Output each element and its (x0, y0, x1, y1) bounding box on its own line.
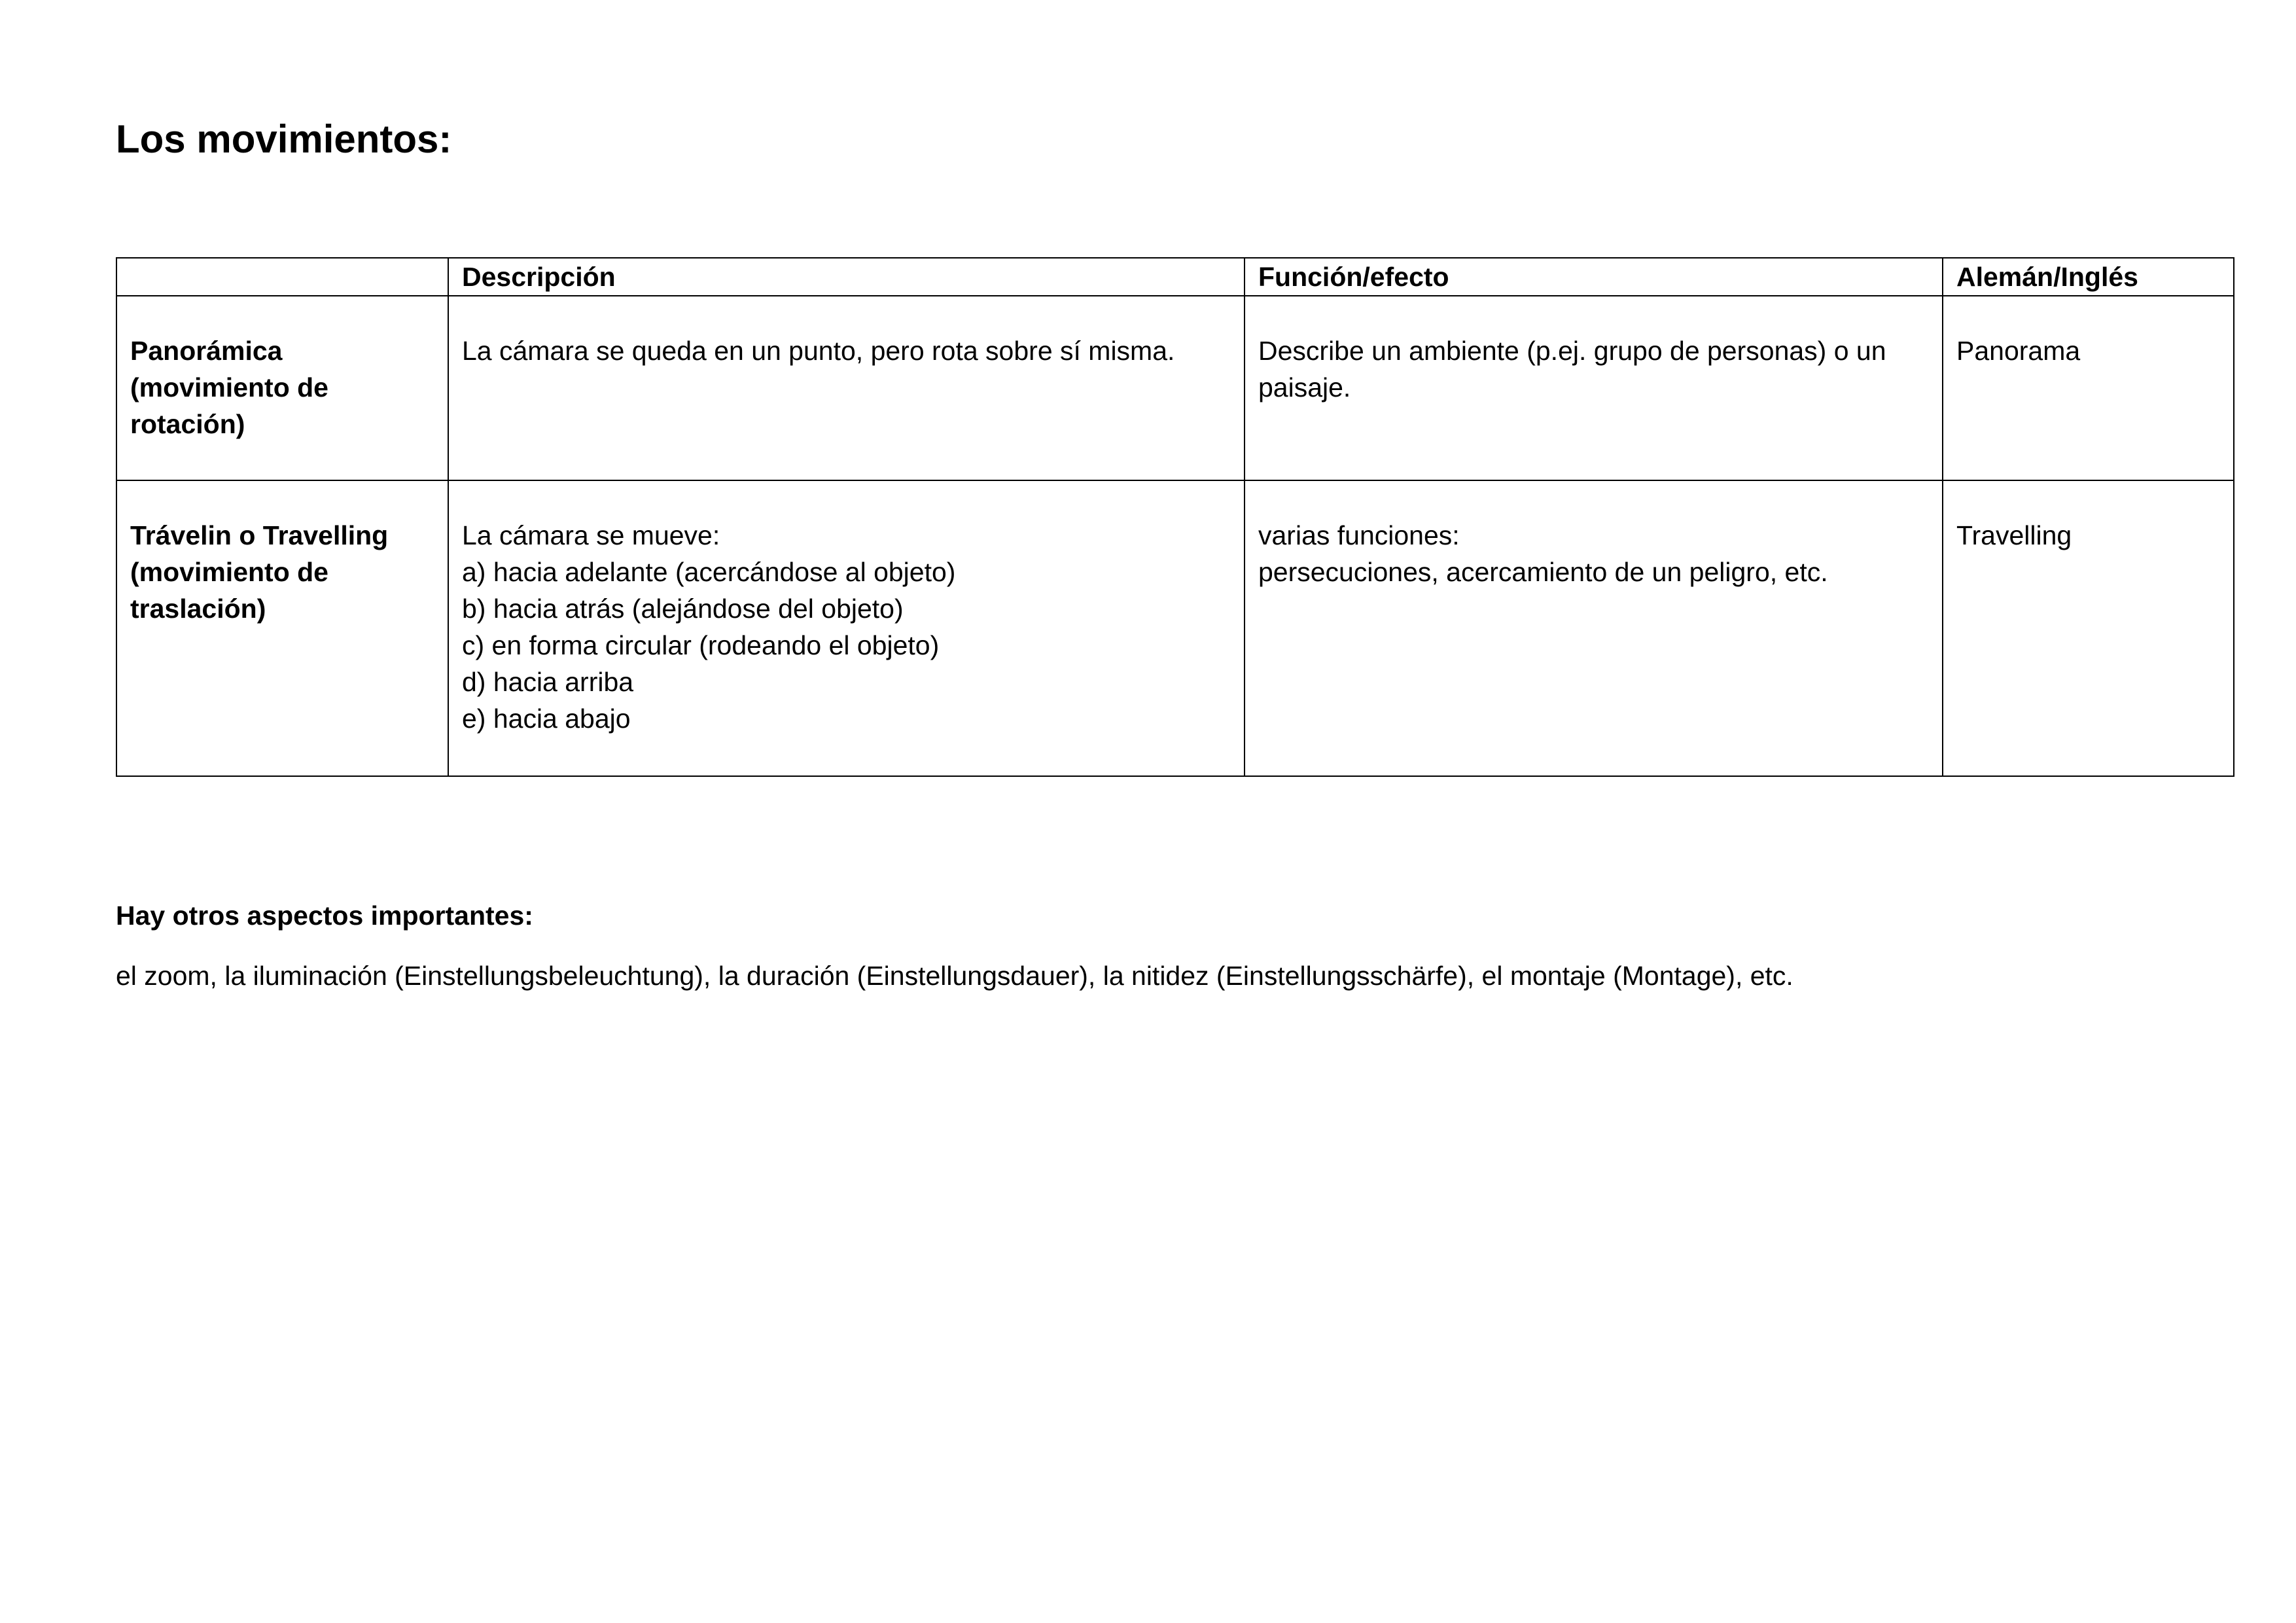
movement-name-line: (movimiento de (130, 372, 328, 402)
function-cell (1245, 480, 1943, 776)
translation-text: Panorama (1956, 336, 2081, 366)
description-cell (448, 296, 1245, 480)
function-line: paisaje. (1258, 372, 1351, 402)
description-line: c) en forma circular (rodeando el objeto) (462, 630, 940, 660)
table-row (116, 480, 2234, 776)
function-cell (1245, 296, 1943, 480)
function-line: Describe un ambiente (p.ej. grupo de personas) o un (1258, 336, 1886, 366)
page-title: Los movimientos: (116, 117, 452, 161)
other-aspects-text: el zoom, la iluminación (Einstellungsbeleuchtung), la duración (Einstellungsdauer), la nitidez (Einstellungsschärfe), el montaje (Montage), etc. (116, 961, 1793, 991)
header-cell-function: Función/efecto (1245, 258, 1943, 296)
description-line: La cámara se mueve: (462, 520, 720, 550)
translation-cell (1943, 296, 2234, 480)
movements-table (116, 257, 2234, 777)
description-line: d) hacia arriba (462, 667, 634, 697)
movement-name-line: (movimiento de (130, 557, 328, 587)
header-cell-translation: Alemán/Inglés (1943, 258, 2234, 296)
description-cell (448, 480, 1245, 776)
description-line: a) hacia adelante (acercándose al objeto) (462, 557, 956, 587)
description-line: b) hacia atrás (alejándose del objeto) (462, 594, 904, 624)
translation-cell (1943, 480, 2234, 776)
movement-name-cell (116, 480, 448, 776)
other-aspects-heading: Hay otros aspectos importantes: (116, 901, 533, 931)
header-cell-empty (116, 258, 448, 296)
movement-name-line: traslación) (130, 594, 266, 624)
movement-name-line: Trávelin o Travelling (130, 520, 389, 550)
table-header-row (116, 258, 2234, 296)
movement-name-line: rotación) (130, 409, 245, 439)
description-line: La cámara se queda en un punto, pero rota sobre sí misma. (462, 336, 1175, 366)
table-row (116, 296, 2234, 480)
function-line: varias funciones: (1258, 520, 1460, 550)
translation-text: Travelling (1956, 520, 2072, 550)
header-cell-description: Descripción (448, 258, 1245, 296)
movement-name-cell (116, 296, 448, 480)
function-line: persecuciones, acercamiento de un peligro, etc. (1258, 557, 1828, 587)
description-line: e) hacia abajo (462, 704, 631, 734)
movement-name-line: Panorámica (130, 336, 283, 366)
